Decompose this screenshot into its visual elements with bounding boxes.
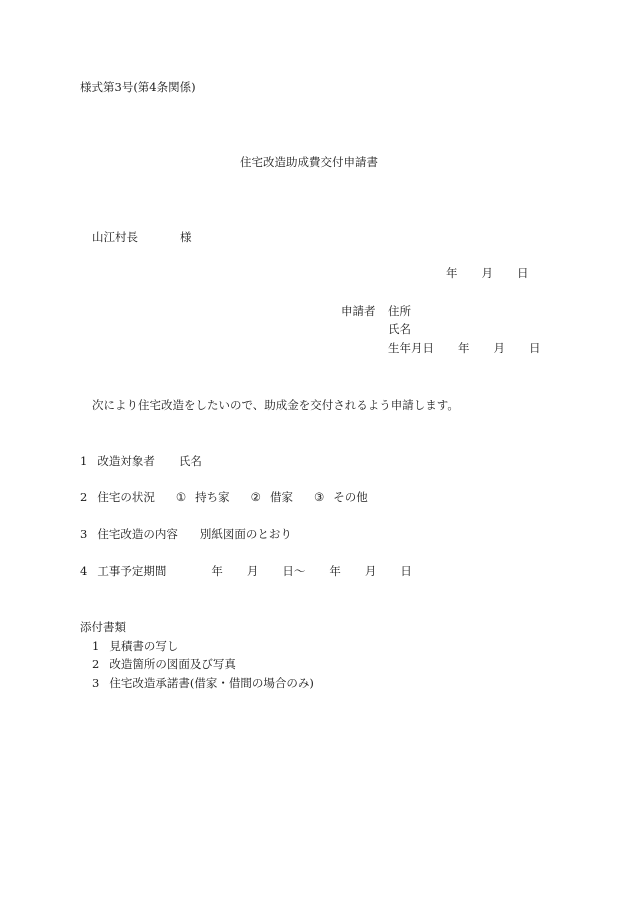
start-year: 年 (211, 564, 223, 578)
item-4 (80, 566, 412, 578)
birth-day: 日 (529, 341, 541, 355)
body-text: 次により住宅改造をしたいので、助成金を交付されるよう申請します。 (92, 398, 459, 412)
item-3-value: 別紙図面のとおり (199, 527, 292, 541)
end-month: 月 (364, 564, 377, 578)
item-4-label: 工事予定期間 (97, 564, 167, 578)
applicant-name-label: 氏名 (388, 322, 411, 336)
start-day: 日～ (282, 564, 306, 578)
attachment-3-text: 住宅改造承諾書(借家・借間の場合のみ) (109, 676, 314, 690)
item-1-num: 1 (80, 454, 88, 468)
item-1-value: 氏名 (178, 454, 202, 468)
end-year: 年 (329, 564, 341, 578)
attachment-item (92, 678, 314, 690)
option-1-label: 持ち家 (195, 490, 230, 504)
birth-year: 年 (458, 341, 470, 355)
item-3-num: 3 (80, 527, 88, 541)
start-month: 月 (246, 564, 259, 578)
date-line (446, 268, 529, 280)
attachment-3-num: 3 (92, 676, 100, 690)
end-day: 日 (400, 564, 412, 578)
date-month: 月 (481, 266, 493, 280)
addressee (92, 232, 192, 244)
attachment-item (92, 659, 236, 671)
attachment-1-num: 1 (92, 639, 100, 653)
attachment-item (92, 641, 178, 653)
date-year: 年 (446, 266, 458, 280)
addressee-suffix: 様 (180, 230, 192, 244)
date-day: 日 (517, 266, 529, 280)
form-number: 様式第3号(第4条関係) (80, 80, 196, 94)
form-title: 住宅改造助成費交付申請書 (240, 155, 378, 169)
item-2 (80, 492, 368, 504)
attachment-2-text: 改造箇所の図面及び写真 (109, 657, 236, 671)
item-2-num: 2 (80, 490, 88, 504)
applicant-birthdate (388, 343, 541, 355)
option-1-mark: ① (175, 490, 187, 504)
birth-month: 月 (493, 341, 505, 355)
option-2-label: 借家 (269, 490, 293, 504)
item-1-label: 改造対象者 (97, 454, 155, 468)
birth-label: 生年月日 (388, 341, 434, 355)
option-2-mark: ② (250, 490, 261, 504)
item-4-num: 4 (80, 564, 88, 578)
item-3-label: 住宅改造の内容 (97, 527, 178, 541)
item-3 (80, 529, 292, 541)
addressee-name: 山江村長 (92, 230, 138, 244)
applicant-address-label: 住所 (388, 304, 411, 318)
attachments-heading: 添付書類 (80, 620, 126, 634)
item-2-label: 住宅の状況 (97, 490, 155, 504)
option-3-label: その他 (333, 490, 368, 504)
attachment-2-num: 2 (92, 657, 100, 671)
item-1 (80, 456, 202, 468)
attachment-1-text: 見積書の写し (109, 639, 179, 653)
applicant-label: 申請者 (341, 304, 376, 318)
option-3-mark: ③ (313, 490, 325, 504)
